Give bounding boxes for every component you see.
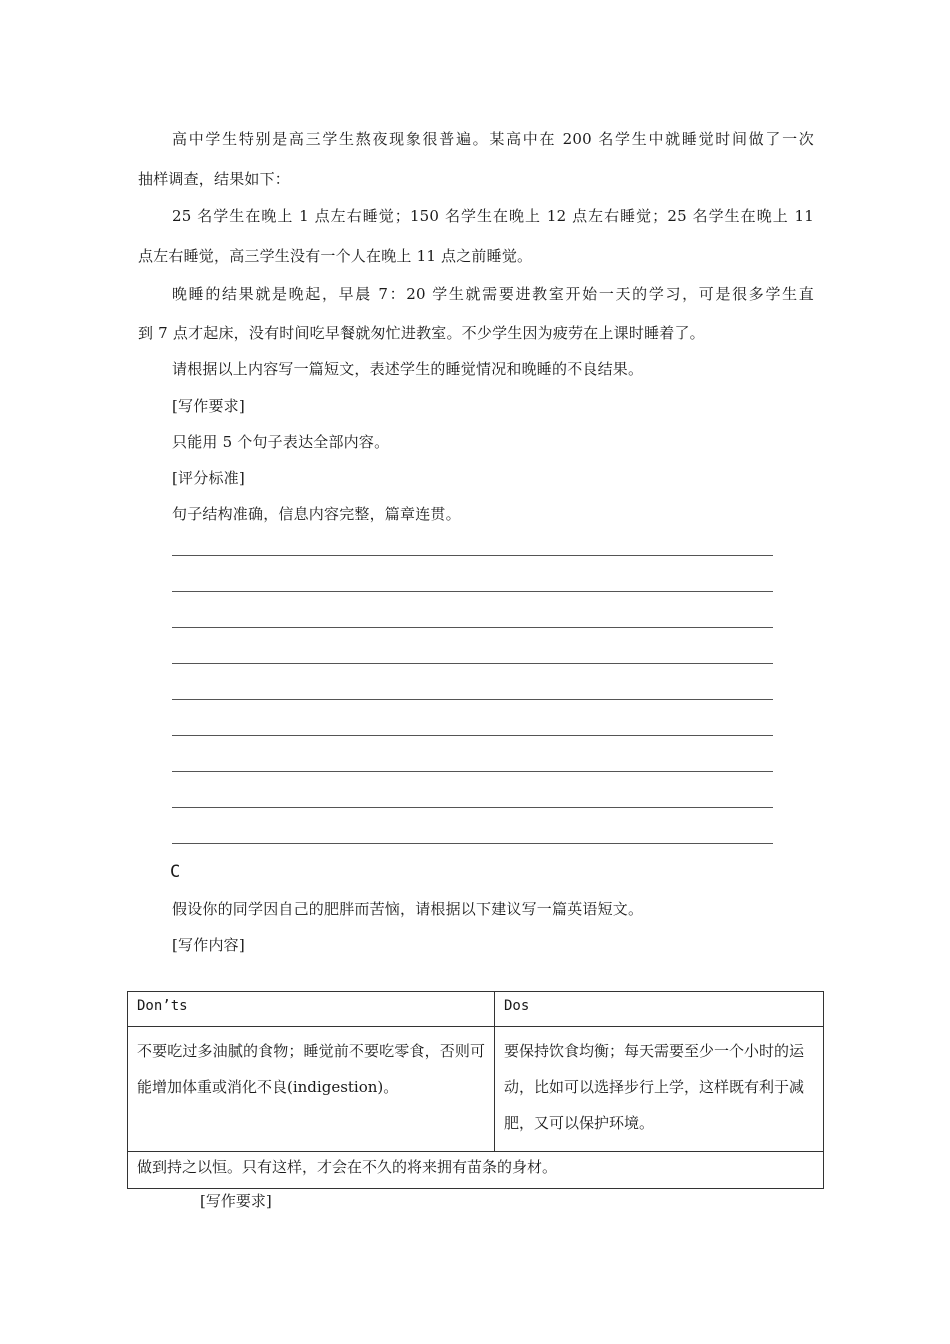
scoring-criteria-text: 句子结构准确，信息内容完整，篇章连贯。 <box>172 505 461 523</box>
para2-line2: 点左右睡觉，高三学生没有一个人在晚上 11 点之前睡觉。 <box>138 247 533 265</box>
answer-line[interactable] <box>172 807 773 808</box>
para1-line2: 抽样调查，结果如下： <box>138 170 291 188</box>
dos-cell: 要保持饮食均衡；每天需要至少一个小时的运动，比如可以选择步行上学，这样既有利于减肥，又可以保护环境。 <box>495 1027 824 1152</box>
section-c-intro: 假设你的同学因自己的肥胖而苦恼，请根据以下建议写一篇英语短文。 <box>172 900 644 918</box>
writing-requirements-text: 只能用 5 个句子表达全部内容。 <box>172 433 390 451</box>
answer-line[interactable] <box>172 555 773 556</box>
para3-line2: 到 7 点才起床，没有时间吃早餐就匆忙进教室。不少学生因为疲劳在上课时睡着了。 <box>138 324 705 342</box>
advice-table <box>127 991 824 1189</box>
table-footer-note: 做到持之以恒。只有这样，才会在不久的将来拥有苗条的身材。 <box>128 1152 824 1189</box>
answer-line[interactable] <box>172 627 773 628</box>
para2-line1: 25 名学生在晚上 1 点左右睡觉；150 名学生在晚上 12 点左右睡觉；25 名学生在晚上 11 <box>172 207 814 225</box>
answer-line[interactable] <box>172 663 773 664</box>
scoring-criteria-heading: [评分标准] <box>172 469 245 487</box>
answer-line[interactable] <box>172 591 773 592</box>
task-instruction: 请根据以上内容写一篇短文，表述学生的睡觉情况和晚睡的不良结果。 <box>172 360 644 378</box>
section-c-label: C <box>170 862 181 882</box>
para3-line1: 晚睡的结果就是晚起，早晨 7：20 学生就需要进教室开始一天的学习，可是很多学生直 <box>172 285 814 303</box>
writing-requirements-heading: [写作要求] <box>172 397 245 415</box>
answer-line[interactable] <box>172 771 773 772</box>
writing-content-heading: [写作内容] <box>172 936 245 954</box>
answer-line[interactable] <box>172 699 773 700</box>
dos-header: Dos <box>495 992 824 1027</box>
donts-header: Don’ts <box>128 992 495 1027</box>
answer-line[interactable] <box>172 735 773 736</box>
para1-line1: 高中学生特别是高三学生熬夜现象很普遍。某高中在 200 名学生中就睡觉时间做了一次 <box>172 130 814 148</box>
answer-line[interactable] <box>172 843 773 844</box>
section-c-requirements-heading: [写作要求] <box>200 1192 272 1210</box>
donts-cell: 不要吃过多油腻的食物；睡觉前不要吃零食，否则可能增加体重或消化不良(indigestion)。 <box>128 1027 495 1152</box>
